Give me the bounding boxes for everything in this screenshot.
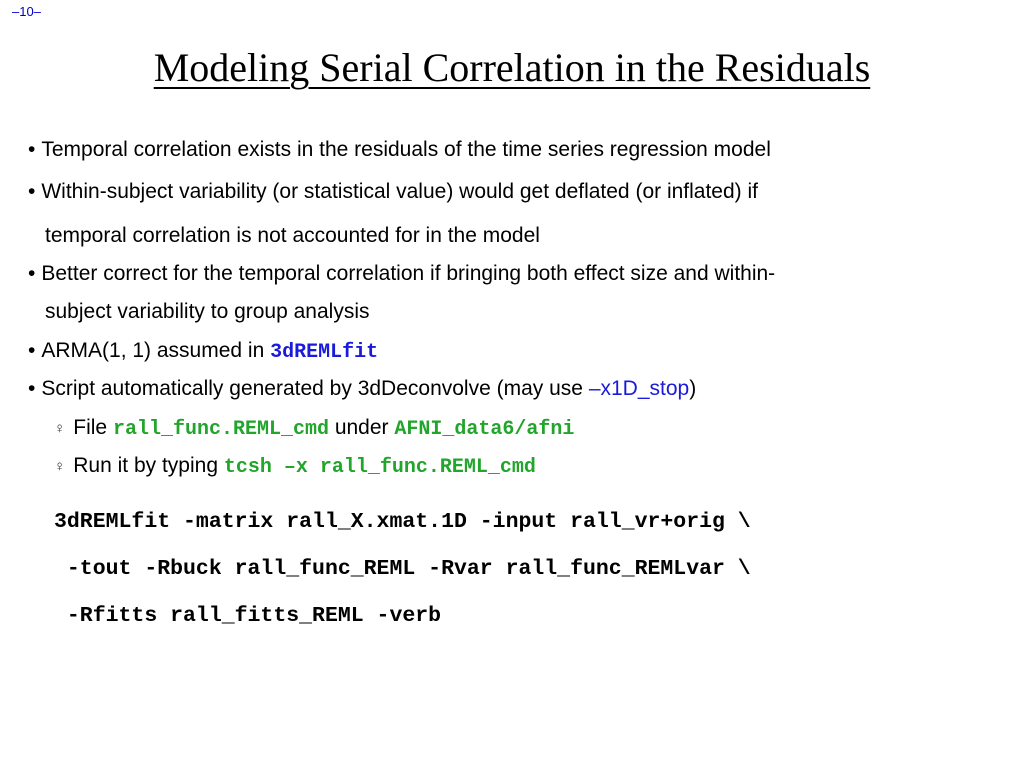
option-x1d-stop: –x1D_stop xyxy=(588,377,690,400)
sub-bullet-2-text: Run it by typing xyxy=(73,454,224,477)
bullet-4-text: ARMA(1, 1) assumed in xyxy=(41,339,271,362)
female-sign-icon: ♀ xyxy=(54,420,66,437)
bullet-1 xyxy=(28,137,771,162)
sub-bullet-1 xyxy=(54,415,574,442)
bullet-3-text-line2: subject variability to group analysis xyxy=(45,300,370,323)
slide-title: Modeling Serial Correlation in the Residuals xyxy=(153,45,871,90)
run-command: tcsh –x rall_func.REML_cmd xyxy=(223,456,536,479)
sub-bullet-2 xyxy=(54,453,536,480)
bullet-dot-icon: • xyxy=(28,262,36,285)
bullet-1-text: Temporal correlation exists in the residuals of the time series regression model xyxy=(41,138,771,161)
bullet-2-text-line2: temporal correlation is not accounted for in the model xyxy=(45,224,540,247)
bullet-5-close: ) xyxy=(689,377,697,400)
bullet-dot-icon: • xyxy=(28,138,36,161)
bullet-3-text-line1: Better correct for the temporal correlation if bringing both effect size and within- xyxy=(41,262,776,285)
bullet-2-text-line1: Within-subject variability (or statistical value) would get deflated (or inflated) if xyxy=(41,180,758,203)
sub-bullet-1-under: under xyxy=(328,416,395,439)
bullet-3-continuation xyxy=(45,299,370,324)
bullet-5 xyxy=(28,376,696,401)
directory-path: AFNI_data6/afni xyxy=(394,418,575,441)
bullet-2 xyxy=(28,179,758,204)
bullet-5-text: Script automatically generated by 3dDeconvolve (may use xyxy=(41,377,589,400)
bullet-dot-icon: • xyxy=(28,180,36,203)
code-line-3: -Rfitts rall_fitts_REML -verb xyxy=(54,604,442,628)
bullet-dot-icon: • xyxy=(28,377,36,400)
bullet-dot-icon: • xyxy=(28,339,36,362)
sub-bullet-1-file: File xyxy=(73,416,113,439)
bullet-2-continuation xyxy=(45,223,540,248)
bullet-3 xyxy=(28,261,775,286)
page-number: –10– xyxy=(12,4,41,19)
program-name-3dremlfit: 3dREMLfit xyxy=(270,341,379,364)
female-sign-icon: ♀ xyxy=(54,458,66,475)
bullet-4 xyxy=(28,338,378,365)
code-line-2: -tout -Rbuck rall_func_REML -Rvar rall_func_REMLvar \ xyxy=(54,557,751,581)
code-line-1: 3dREMLfit -matrix rall_X.xmat.1D -input rall_vr+orig \ xyxy=(54,510,751,534)
script-filename: rall_func.REML_cmd xyxy=(112,418,329,441)
